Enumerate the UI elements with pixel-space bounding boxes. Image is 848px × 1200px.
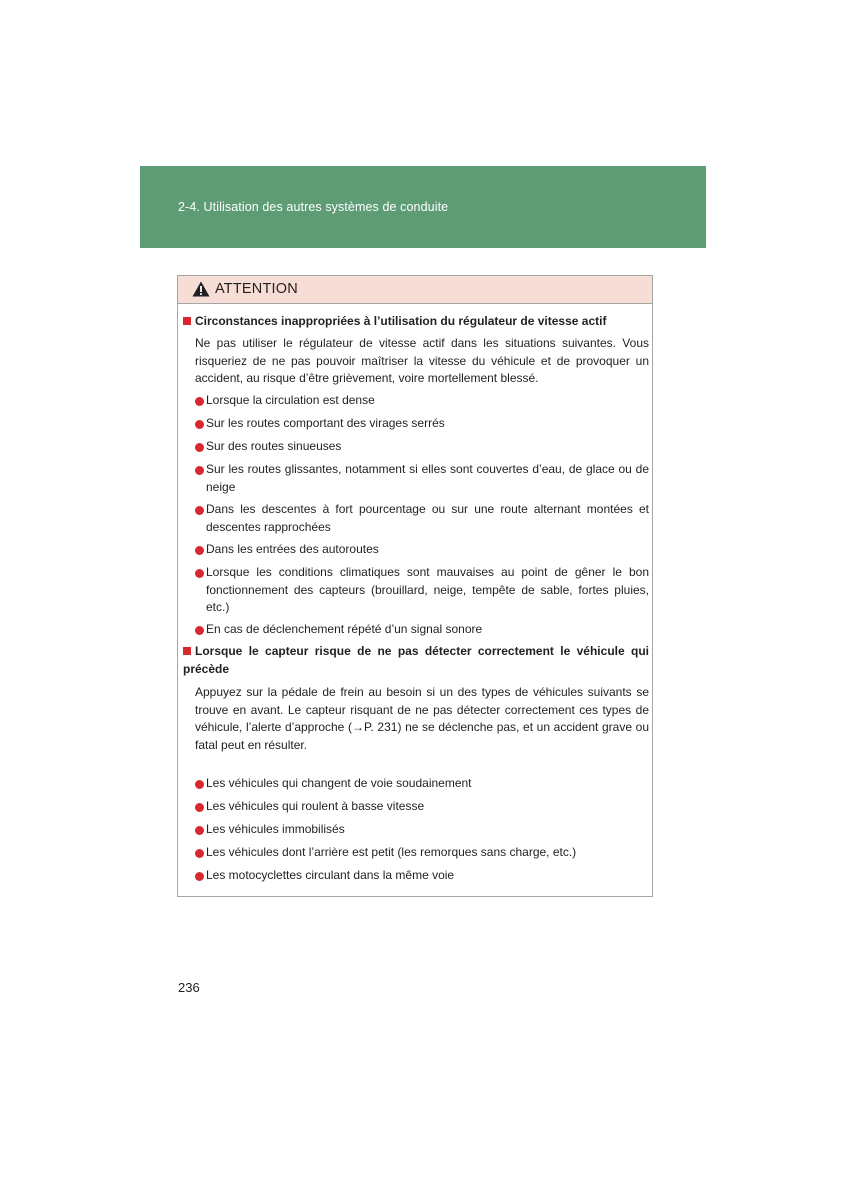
section-title: 2-4. Utilisation des autres systèmes de conduite <box>178 200 449 214</box>
section-header-band <box>140 166 706 248</box>
list-item: Dans les descentes à fort pourcentage ou sur une route alternant montées et descentes rapprochées <box>195 501 649 536</box>
section-heading: Lorsque le capteur risque de ne pas détecter correctement le véhicule qui précède <box>183 644 649 676</box>
warning-header <box>178 276 652 304</box>
red-dot-icon <box>195 849 204 858</box>
list-item: Dans les entrées des autoroutes <box>195 541 649 559</box>
list-item: Lorsque les conditions climatiques sont mauvaises au point de gêner le bon fonctionnement des capteurs (brouillard, neige, tempête de sable, fortes pluies, etc.) <box>195 564 649 617</box>
red-dot-icon <box>195 826 204 835</box>
red-dot-icon <box>195 803 204 812</box>
section-intro: Ne pas utiliser le régulateur de vitesse actif dans les situations suivantes. Vous risqueriez de ne pas pouvoir maîtriser la vitesse du véhicule et de provoquer un accident, au risque d’être grièvement, voire mortellement blessé. <box>195 336 649 385</box>
red-dot-icon <box>195 872 204 881</box>
list-item: Les véhicules qui changent de voie soudainement <box>195 775 649 793</box>
red-dot-icon <box>195 397 204 406</box>
red-square-icon <box>183 317 191 325</box>
red-dot-icon <box>195 466 204 475</box>
red-dot-icon <box>195 569 204 578</box>
list-item: Sur des routes sinueuses <box>195 438 649 456</box>
red-dot-icon <box>195 780 204 789</box>
warning-title: ATTENTION <box>215 281 298 297</box>
warning-box <box>177 275 653 897</box>
list-item: Les motocyclettes circulant dans la même voie <box>195 867 649 885</box>
list-item: Les véhicules qui roulent à basse vitesse <box>195 798 649 816</box>
list-item: Sur les routes glissantes, notamment si elles sont couvertes d’eau, de glace ou de neige <box>195 461 649 496</box>
page-number: 236 <box>178 980 200 995</box>
section-intro: Appuyez sur la pédale de frein au besoin si un des types de véhicules suivants se trouve en avant. Le capteur risquant de ne pas détecter correctement ces types de véhicule, l’alerte d’approche (→P. 231) ne se déclenche pas, et un accident grave ou fatal peut en résulter. <box>195 685 649 752</box>
list-item: Les véhicules dont l’arrière est petit (les remorques sans charge, etc.) <box>195 844 649 862</box>
section-heading: Circonstances inappropriées à l’utilisation du régulateur de vitesse actif <box>183 313 649 331</box>
red-square-icon <box>183 647 191 655</box>
warning-triangle-icon <box>192 281 210 297</box>
list-item: Lorsque la circulation est dense <box>195 392 649 410</box>
red-dot-icon <box>195 506 204 515</box>
list-item: En cas de déclenchement répété d’un signal sonore <box>195 621 649 639</box>
list-item: Les véhicules immobilisés <box>195 821 649 839</box>
red-dot-icon <box>195 443 204 452</box>
red-dot-icon <box>195 420 204 429</box>
red-dot-icon <box>195 626 204 635</box>
red-dot-icon <box>195 546 204 555</box>
list-item: Sur les routes comportant des virages serrés <box>195 415 649 433</box>
